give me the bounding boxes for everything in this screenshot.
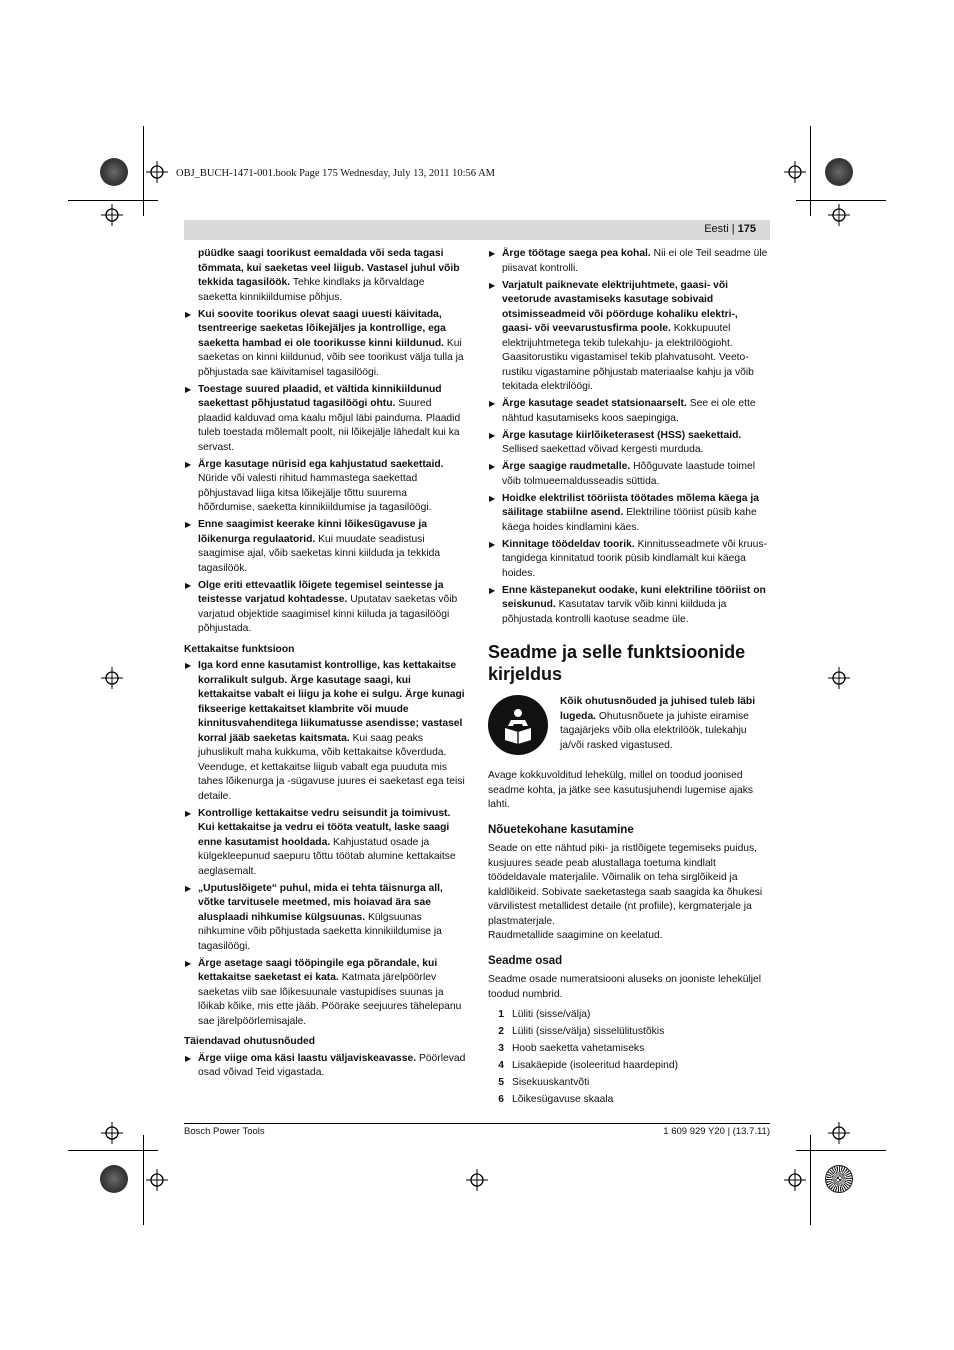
safety-bullet — [488, 279, 770, 395]
bullet-body-text: See ei ole ette nähtud kasutamiseks koos saepingiga. — [502, 398, 756, 424]
bullet-bold-text: Enne kästepanekut oodake, kuni elektriline tööriist on seiskunud. — [502, 584, 766, 610]
safety-bullet — [184, 1052, 466, 1081]
bullet-body-text: Kokkupuutel elektrijuhtmetega tekib tulekahju- ja elektrilöögioht. Gaasitorustiku vigastamisel tekib plahvatusoht. Veeto-rustiku vigastamine põhjustab materiaalse kahju ja võib tekitada elektrilöögi. — [502, 323, 754, 392]
right-column — [488, 247, 770, 1110]
intro-paragraph: Avage kokkuvolditud lehekülg, millel on toodud joonised seadme kohta, ja jätke see kasutusjuhendi lugemise ajaks lahti. — [488, 770, 754, 810]
registration-disc-icon — [100, 158, 128, 186]
section-title: Seadme ja selle funktsioonide kirjeldus — [488, 642, 746, 684]
safety-bullet — [184, 807, 466, 880]
subsection-heading: Täiendavad ohutusnõuded — [184, 1036, 316, 1047]
page-number: 175 — [737, 223, 756, 235]
registration-crosshair-icon — [784, 1169, 806, 1191]
registration-crosshair-icon — [146, 161, 168, 183]
bullet-triangle-icon: ▶ — [185, 883, 192, 893]
safety-bullet — [184, 308, 466, 381]
bullet-body-text: Suured plaadid kalduvad oma kaalu mõjul läbi painduma. Plaadid tuleb toestada mõlemalt poolt, nii lõikejälje lähedalt kui ka servast. — [198, 398, 461, 453]
safety-bullet — [488, 538, 770, 582]
safety-bullet — [184, 659, 466, 804]
bullet-bold-text: püüdke saagi toorikust eemaldada või seda tagasi tõmmata, kui saeketas veel liigub. Vastasel juhul võib tekkida tagasilöök. — [198, 248, 460, 288]
bullet-bold-text: Ärge kasutage kiirlõiketerasest (HSS) saekettaid. — [502, 429, 742, 441]
footer-brand: Bosch Power Tools — [184, 1126, 265, 1137]
bullet-body-text: Sellised saekettad võivad kergesti murduda. — [502, 444, 704, 455]
bullet-bold-text: Kontrollige kettakaitse vedru seisundit ja toimivust. Kui kettakaitse ja vedru ei tööta veatult, laske saagi enne kasutamist hooldada. — [198, 807, 451, 848]
bullet-body-text: Kasutatav tarvik võib kinni kiilduda ja põhjustada kontrolli kaotuse seadme üle. — [502, 599, 727, 625]
registration-crosshair-icon — [828, 1122, 850, 1144]
registration-disc-icon — [825, 158, 853, 186]
safety-bullet — [184, 579, 466, 637]
header-separator: | — [728, 223, 738, 235]
warning-block — [488, 695, 770, 755]
page-header-text — [704, 223, 756, 235]
bullet-bold-text: Hoidke elektrilist tööriista töötades mõlema käega ja säilitage stabiilne asend. — [502, 492, 759, 518]
parts-list — [488, 1008, 770, 1108]
part-item — [488, 1025, 770, 1040]
part-label: Lisakäepide (isoleeritud haardepind) — [512, 1060, 679, 1071]
registration-crosshair-icon — [784, 161, 806, 183]
safety-bullet — [488, 247, 770, 276]
bullet-triangle-icon: ▶ — [489, 493, 496, 503]
part-item — [488, 1042, 770, 1057]
bullet-body-text: Nii ei ole Teil seadme üle piisavat kontrolli. — [502, 248, 768, 274]
registration-crosshair-icon — [828, 667, 850, 689]
safety-bullet — [184, 383, 466, 456]
bullet-triangle-icon: ▶ — [185, 1053, 192, 1063]
bullet-body-text: Nüride või valesti rihitud hammastega saekettad põhjustavad liiga kitsa lõikejälje tõttu suurema hõõrdumise, saeketta kinnikiildumise ja tagasilöögi. — [198, 473, 432, 513]
bullet-body-text: Kahjustatud osade ja külgekleepunud saepuru tõttu töötab alumine kettakaitse aeglasemalt. — [198, 836, 456, 877]
bullet-bold-text: Ärge töötage saega pea kohal. — [502, 248, 651, 259]
bullet-bold-text: Ärge kasutage seadet statsionaarselt. — [502, 398, 687, 409]
bullet-triangle-icon: ▶ — [489, 462, 496, 471]
bullet-triangle-icon: ▶ — [185, 958, 192, 968]
bullet-bold-text: Kui soovite toorikus olevat saagi uuesti käivitada, tsentreerige saeketas lõikejäljes ja kontrollige, ega saeketta hambad ei ole toorikusse kinni kiildunud. — [198, 308, 446, 349]
part-number: 5 — [498, 1077, 504, 1088]
read-manual-icon — [488, 695, 548, 755]
bullet-triangle-icon: ▶ — [489, 539, 496, 549]
file-header: OBJ_BUCH-1471-001.book Page 175 Wednesday, July 13, 2011 10:56 AM — [176, 168, 496, 179]
registration-crosshair-icon — [146, 1169, 168, 1191]
left-column — [184, 247, 466, 1083]
header-language: Eesti — [704, 223, 729, 235]
bullet-body-text: Elektriline tööriist püsib kahe käega hoides kindlamini käes. — [502, 507, 757, 533]
safety-bullet — [184, 458, 466, 516]
bullet-triangle-icon: ▶ — [489, 430, 496, 440]
subsection-heading: Kettakaitse funktsioon — [184, 643, 295, 655]
safety-bullet — [184, 957, 466, 1030]
part-item — [488, 1059, 770, 1074]
intended-use-title: Nõuetekohane kasutamine — [488, 823, 634, 836]
safety-bullet — [488, 584, 770, 628]
bullet-bold-text: Iga kord enne kasutamist kontrollige, kas kettakaitse korralikult sulgub. Ärge kasutage saagi, kui kettakaitse vabalt ei liigu ja kohe ei sulgu. Ärge kunagi fikseerige kettakaitset klambrite või muude kinnitusvahenditega liikumatusse asendisse; vastasel korral jääb saeketas kaitsmata. — [198, 660, 465, 744]
bullet-bold-text: „Uputuslõigete“ puhul, mida ei tehta täisnurga all, võtke tarvitusele meetmed, mis hoiavad ära sae alusplaadi nihkumise külgsuunas. — [198, 882, 443, 923]
parts-title: Seadme osad — [488, 954, 563, 967]
part-number: 3 — [498, 1043, 504, 1054]
bullet-triangle-icon: ▶ — [489, 249, 496, 258]
safety-bullet — [488, 460, 770, 489]
safety-bullet — [488, 397, 770, 426]
registration-crosshair-icon — [101, 204, 123, 226]
part-label: Lõikesügavuse skaala — [512, 1094, 614, 1105]
bullet-body-text: Hõõguvate laastude toimel võib tolmueemaldusseadis süttida. — [502, 461, 755, 487]
part-number: 2 — [498, 1026, 504, 1037]
bullet-bold-text: Ärge saagige raudmetalle. — [502, 461, 631, 472]
safety-bullet — [184, 882, 466, 955]
registration-crosshair-icon — [101, 1122, 123, 1144]
part-label: Hoob saeketta vahetamiseks — [512, 1043, 645, 1054]
bullet-triangle-icon: ▶ — [489, 399, 496, 408]
safety-bullet — [184, 518, 466, 576]
part-number: 4 — [498, 1060, 504, 1071]
bullet-body-text: Pöörlevad osad võivad Teid vigastada. — [198, 1052, 466, 1078]
safety-bullet — [488, 492, 770, 536]
registration-disc-icon — [100, 1165, 128, 1193]
part-number: 6 — [498, 1094, 504, 1105]
right-bullet-list — [488, 247, 770, 627]
bullet-triangle-icon: ▶ — [185, 459, 192, 469]
bullet-bold-text: Ärge viige oma käsi laastu väljaviskeavasse. — [198, 1052, 417, 1064]
bullet-body-text: Kui saag peaks juhuslikult maha kukkuma, võib kettakaitse kõverduda. Veenduge, et kettakaitse liigub vabalt ega puuduta mis tahes lõikenurga ja -sügavuse juures ei saeketast ega teisi detaile. — [198, 732, 465, 802]
intended-use-text: Seade on ette nähtud piki- ja ristlõigete tegemiseks puidus, kusjuures seade peab alustallaga toetuma kindlalt töödeldavale materjalile. Võimalik on teha sirglõikeid ja kaldlõikeid. Sobivate saeketastega saab saagida ka õhukesi värvilistest metallidest detaile (nt profiile), kergmaterjale ja plastmaterjale. — [488, 843, 763, 927]
continued-paragraph — [184, 247, 466, 305]
bullet-body-text: Kinnitusseadmete või kruus-tangidega kinnitatud toorik püsib kindlamalt kui käega hoides. — [502, 538, 767, 579]
bullet-triangle-icon: ▶ — [185, 309, 192, 319]
part-label: Lüliti (sisse/välja) sisselülitustõkis — [512, 1026, 665, 1037]
bullet-body-text: Kui saeketas on kinni kiildunud, võib see toorikust välja tulla ja põhjustada sae käivitamisel tagasilöögi. — [198, 337, 464, 378]
warning-text — [560, 695, 770, 755]
bullet-body-text: Uputatav saeketas võib varjatud objektide saagimisel kinni kiiluda ja tagasilöögi põhjustada. — [198, 594, 458, 634]
bullet-body-text: Tehke kindlaks ja kõrvaldage saeketta kinnikiildumise põhjus. — [198, 277, 425, 303]
footer-doc-number: 1 609 929 Y20 | (13.7.11) — [663, 1126, 770, 1137]
registration-crosshair-icon — [828, 204, 850, 226]
part-item — [488, 1093, 770, 1108]
bullet-triangle-icon: ▶ — [185, 384, 192, 394]
part-label: Lüliti (sisse/välja) — [512, 1009, 591, 1020]
registration-sunburst-icon — [825, 1165, 853, 1193]
bullet-bold-text: Varjatult paiknevate elektrijuhtmete, gaasi- või veetorude avastamiseks kasutage sobivaid otsimisseadmeid või pöörduge kohaliku elektri-, gaasi- või veevarustusfirma poole. — [502, 279, 738, 334]
bullet-triangle-icon: ▶ — [489, 585, 496, 595]
intended-use-note: Raudmetallide saagimine on keelatud. — [488, 930, 663, 941]
bullet-bold-text: Ärge kasutage nürisid ega kahjustatud saekettaid. — [198, 458, 444, 470]
parts-intro: Seadme osade numeratsiooni aluseks on jooniste leheküljel toodud numbrid. — [488, 974, 762, 1000]
footer-rule — [184, 1123, 770, 1124]
bullet-bold-text: Olge eriti ettevaatlik lõigete tegemisel seintesse ja teistesse varjatud kohtadesse. — [198, 579, 444, 605]
part-label: Sisekuuskantvõti — [512, 1077, 590, 1088]
bullet-bold-text: Enne saagimist keerake kinni lõikesügavuse ja lõikenurga regulaatorid. — [198, 519, 427, 545]
bullet-bold-text: Kinnitage töödeldav toorik. — [502, 538, 635, 550]
bullet-bold-text: Toestage suured plaadid, et vältida kinnikiildunud saekettast põhjustatud tagasilöögi ohtu. — [198, 383, 442, 409]
part-item — [488, 1008, 770, 1023]
safety-bullet — [488, 429, 770, 458]
bullet-triangle-icon: ▶ — [185, 580, 192, 590]
warning-bold: Kõik ohutusnõuded ja juhised tuleb läbi lugeda. — [560, 696, 756, 722]
bullet-triangle-icon: ▶ — [185, 661, 192, 670]
bullet-triangle-icon: ▶ — [185, 808, 192, 818]
bullet-triangle-icon: ▶ — [489, 280, 496, 290]
bullet-body-text: Kui muudate seadistusi saagimise ajal, võib saeketas kinni kiilduda ja tekkida tagasilöök. — [198, 533, 441, 574]
bullet-body-text: Katmata järelpöörlev saeketas viib sae lõikesuunale vastupidises suunas ja lõikab kõike, mis ette jääb. Pöörake seejuures tähelepanu sae järelpöörlemisajale. — [198, 972, 462, 1027]
page-header — [184, 220, 770, 240]
bullet-triangle-icon: ▶ — [185, 520, 192, 529]
warning-body: Ohutusnõuete ja juhiste eiramise tagajärjeks võib olla elektrilöök, tulekahju ja/või rasked vigastused. — [560, 710, 749, 751]
registration-crosshair-icon — [101, 667, 123, 689]
part-item — [488, 1076, 770, 1091]
bullet-body-text: Külgsuunas nihkumine võib põhjustada saeketta kinnikiildumise ja tagasilöögi. — [198, 911, 442, 952]
bullet-bold-text: Ärge asetage saagi tööpingile ega põrandale, kui kettakaitse saeketast ei kata. — [198, 957, 438, 983]
registration-crosshair-icon — [466, 1169, 488, 1191]
part-number: 1 — [498, 1009, 504, 1020]
